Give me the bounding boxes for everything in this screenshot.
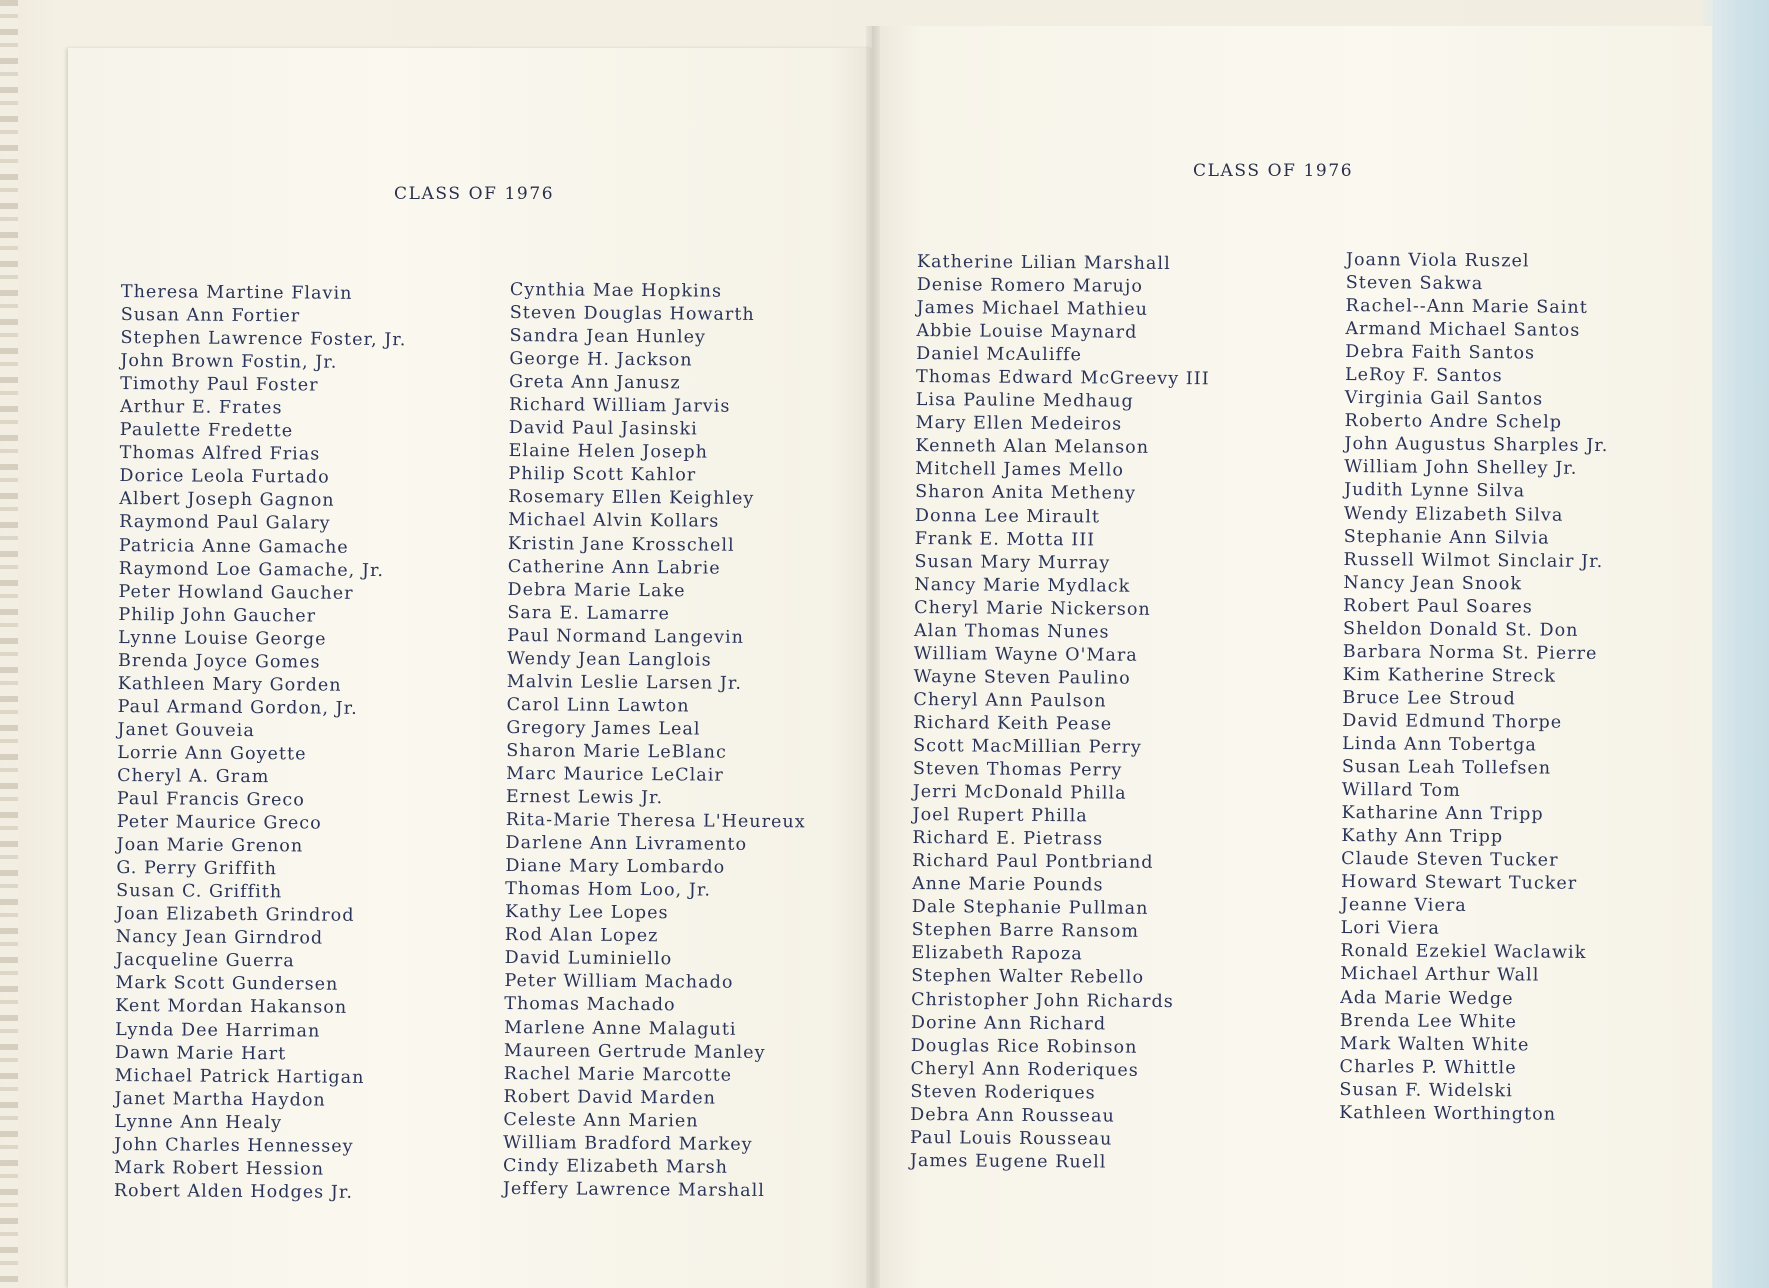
graduate-name: Denise Romero Marujo: [916, 275, 1144, 297]
graduate-name: Dale Stephanie Pullman: [911, 897, 1149, 920]
graduate-name: Raymond Loe Gamache, Jr.: [118, 558, 385, 581]
graduate-name: Cheryl Marie Nickerson: [914, 597, 1151, 620]
graduate-name: Katherine Lilian Marshall: [916, 251, 1171, 274]
graduate-name: Charles P. Whittle: [1339, 1056, 1517, 1079]
graduate-name: Kent Mordan Hakanson: [115, 996, 348, 1019]
graduate-name: Michael Alvin Kollars: [508, 510, 720, 533]
graduate-name: Mitchell James Mello: [915, 459, 1125, 482]
graduate-name: Cheryl A. Gram: [117, 765, 270, 788]
graduate-name: Cindy Elizabeth Marsh: [502, 1155, 729, 1178]
graduate-name: Robert Alden Hodges Jr.: [113, 1180, 354, 1203]
graduate-name: Jacqueline Guerra: [115, 950, 295, 972]
graduate-name: Claude Steven Tucker: [1341, 849, 1559, 871]
graduate-name: Steven Roderiques: [910, 1081, 1096, 1104]
graduate-name: Mark Walten White: [1339, 1033, 1530, 1056]
graduate-name: Brenda Lee White: [1339, 1010, 1518, 1032]
graduate-name: Rachel--Ann Marie Saint: [1345, 296, 1588, 318]
graduate-name: Patricia Anne Gamache: [118, 535, 349, 558]
graduate-name: Katharine Ann Tripp: [1341, 803, 1544, 825]
graduate-name: Willard Tom: [1341, 780, 1461, 801]
graduate-name: David Luminiello: [504, 948, 673, 970]
graduate-name: Arthur E. Frates: [119, 397, 283, 419]
graduate-name: Albert Joseph Gagnon: [119, 489, 335, 512]
graduate-name: Anne Marie Pounds: [911, 874, 1104, 896]
graduate-name: Daniel McAuliffe: [916, 344, 1083, 366]
graduate-name: Paul Armand Gordon, Jr.: [117, 696, 358, 719]
graduate-name: Jeanne Viera: [1340, 895, 1467, 917]
graduate-name: Jerri McDonald Philla: [912, 782, 1127, 804]
graduate-name: Sandra Jean Hunley: [509, 326, 707, 348]
graduate-name: Rosemary Ellen Keighley: [508, 487, 755, 510]
graduate-name: Kathleen Worthington: [1339, 1102, 1557, 1125]
graduate-name: Judith Lynne Silva: [1344, 480, 1526, 502]
graduate-name: Kim Katherine Streck: [1342, 664, 1557, 687]
graduate-name: Debra Ann Rousseau: [910, 1104, 1115, 1127]
graduate-name: Wayne Steven Paulino: [913, 666, 1131, 689]
graduate-name: Robert David Marden: [503, 1086, 717, 1109]
graduate-name: Rita-Marie Theresa L'Heureux: [505, 810, 806, 833]
graduate-name: Elizabeth Rapoza: [911, 943, 1083, 965]
graduate-name: Dorine Ann Richard: [910, 1012, 1107, 1035]
graduate-name: William Wayne O'Mara: [913, 643, 1138, 666]
graduate-name: Alan Thomas Nunes: [913, 620, 1110, 643]
graduate-name: Richard Paul Pontbriand: [912, 851, 1154, 874]
graduate-name: Douglas Rice Robinson: [910, 1035, 1138, 1058]
graduate-name: Stephen Barre Ransom: [911, 920, 1140, 943]
graduate-name: Diane Mary Lombardo: [505, 856, 726, 878]
graduate-name: Richard E. Pietrass: [912, 828, 1104, 850]
graduate-name: Sharon Marie LeBlanc: [506, 740, 727, 763]
graduate-name: Joan Elizabeth Grindrod: [115, 904, 355, 927]
graduate-name: Wendy Jean Langlois: [506, 648, 712, 671]
graduate-name: Ernest Lewis Jr.: [505, 787, 664, 809]
graduate-name: John Charles Hennessey: [114, 1134, 354, 1157]
graduate-name: Theresa Martine Flavin: [120, 281, 353, 304]
right-page-column-2: [1339, 249, 1610, 1127]
graduate-name: Janet Martha Haydon: [114, 1088, 326, 1111]
graduate-name: Susan Leah Tollefsen: [1341, 757, 1552, 779]
graduate-name: Michael Patrick Hartigan: [114, 1065, 365, 1088]
graduate-name: Kathy Ann Tripp: [1341, 826, 1504, 848]
graduate-name: Rachel Marie Marcotte: [503, 1063, 733, 1086]
book-gutter: [866, 26, 880, 1288]
right-page-heading: CLASS OF 1976: [1193, 161, 1354, 181]
graduate-name: Carol Linn Lawton: [506, 694, 690, 717]
blue-cover-edge: [1713, 0, 1769, 1288]
graduate-name: Lori Viera: [1340, 918, 1441, 940]
graduate-name: Cheryl Ann Roderiques: [910, 1058, 1139, 1081]
graduate-name: David Paul Jasinski: [508, 418, 698, 440]
graduate-name: Russell Wilmot Sinclair Jr.: [1343, 549, 1604, 572]
graduate-name: Malvin Leslie Larsen Jr.: [506, 671, 743, 694]
graduate-name: Marlene Anne Malaguti: [504, 1017, 737, 1040]
graduate-name: Paul Francis Greco: [116, 789, 305, 811]
graduate-name: Janet Gouveia: [117, 719, 255, 741]
graduate-name: Kathy Lee Lopes: [504, 902, 669, 924]
graduate-name: Stephen Lawrence Foster, Jr.: [120, 328, 407, 351]
graduate-name: Nancy Jean Snook: [1343, 572, 1523, 595]
graduate-name: Marc Maurice LeClair: [506, 763, 724, 786]
graduate-name: Sara E. Lamarre: [507, 602, 671, 624]
graduate-name: John Augustus Sharples Jr.: [1344, 434, 1609, 457]
graduate-name: Stephen Walter Rebello: [911, 966, 1145, 989]
graduate-name: Raymond Paul Galary: [119, 512, 331, 535]
graduate-name: George H. Jackson: [509, 349, 693, 371]
graduate-name: Catherine Ann Labrie: [507, 556, 721, 579]
graduate-name: Donna Lee Mirault: [914, 505, 1101, 527]
graduate-name: William John Shelley Jr.: [1344, 457, 1578, 480]
graduate-name: Philip John Gaucher: [118, 604, 317, 627]
graduate-name: Mary Ellen Medeiros: [915, 413, 1123, 435]
graduate-name: Lynda Dee Harriman: [115, 1019, 321, 1042]
graduate-name: Dorice Leola Furtado: [119, 466, 330, 489]
graduate-name: Abbie Louise Maynard: [916, 321, 1138, 343]
graduate-name: Linda Ann Tobertga: [1342, 733, 1537, 756]
graduate-name: Jeffery Lawrence Marshall: [502, 1178, 766, 1201]
graduate-name: Kristin Jane Krosschell: [507, 533, 735, 556]
graduate-name: Steven Sakwa: [1345, 273, 1484, 295]
graduate-name: LeRoy F. Santos: [1344, 365, 1503, 387]
graduate-name: Bruce Lee Stroud: [1342, 687, 1516, 710]
graduate-name: Gregory James Leal: [506, 717, 701, 740]
graduate-name: Cynthia Mae Hopkins: [509, 279, 723, 302]
graduate-name: Wendy Elizabeth Silva: [1343, 503, 1564, 526]
graduate-name: John Brown Fostin, Jr.: [120, 351, 338, 373]
graduate-name: Elaine Helen Joseph: [508, 441, 709, 463]
graduate-name: William Bradford Markey: [503, 1132, 753, 1155]
graduate-name: Robert Paul Soares: [1343, 595, 1533, 618]
graduate-name: Howard Stewart Tucker: [1340, 872, 1578, 895]
graduate-name: Thomas Alfred Frias: [119, 443, 321, 465]
graduate-name: Maureen Gertrude Manley: [503, 1040, 766, 1063]
graduate-name: Philip Scott Kahlor: [508, 464, 697, 486]
graduate-name: Richard Keith Pease: [913, 712, 1113, 735]
graduate-name: Thomas Machado: [504, 994, 676, 1016]
graduate-name: Kenneth Alan Melanson: [915, 436, 1150, 459]
graduate-name: Peter Maurice Greco: [116, 812, 322, 834]
graduate-name: Lynne Louise George: [118, 627, 327, 650]
graduate-name: Rod Alan Lopez: [504, 925, 659, 947]
graduate-name: Celeste Ann Marien: [503, 1109, 699, 1132]
graduate-name: Kathleen Mary Gorden: [117, 673, 342, 696]
graduate-name: Michael Arthur Wall: [1340, 964, 1540, 986]
graduate-name: James Eugene Ruell: [909, 1150, 1107, 1173]
graduate-name: David Edmund Thorpe: [1342, 710, 1563, 733]
graduate-name: Scott MacMillian Perry: [913, 735, 1142, 758]
graduate-name: Mark Robert Hession: [113, 1157, 325, 1180]
graduate-name: Cheryl Ann Paulson: [913, 689, 1107, 712]
graduate-name: Roberto Andre Schelp: [1344, 411, 1563, 434]
graduate-name: G. Perry Griffith: [116, 858, 278, 880]
graduate-name: Christopher John Richards: [911, 989, 1174, 1012]
right-page-column-1: [910, 251, 1211, 1175]
graduate-name: Debra Faith Santos: [1345, 342, 1536, 364]
graduate-name: Ronald Ezekiel Waclawik: [1340, 941, 1587, 964]
graduate-name: Darlene Ann Livramento: [505, 833, 748, 856]
graduate-name: Richard William Jarvis: [508, 395, 731, 417]
left-page-column-2: [503, 279, 810, 1203]
graduate-name: Sharon Anita Metheny: [915, 482, 1137, 505]
graduate-name: Susan Ann Fortier: [120, 305, 301, 327]
graduate-name: Frank E. Motta III: [914, 528, 1096, 550]
left-page-heading: CLASS OF 1976: [394, 184, 555, 204]
graduate-name: Steven Thomas Perry: [912, 759, 1123, 781]
graduate-name: Virginia Gail Santos: [1344, 388, 1544, 410]
graduate-name: Susan C. Griffith: [116, 881, 283, 903]
graduate-name: Lorrie Ann Goyette: [117, 742, 307, 765]
graduate-name: Dawn Marie Hart: [114, 1042, 287, 1064]
graduate-name: Joan Marie Grenon: [116, 835, 304, 857]
graduate-name: Armand Michael Santos: [1345, 319, 1581, 341]
graduate-name: Joel Rupert Philla: [912, 805, 1088, 827]
graduate-name: Lynne Ann Healy: [114, 1111, 283, 1133]
graduate-name: Sheldon Donald St. Don: [1342, 618, 1579, 641]
graduate-name: Mark Scott Gundersen: [115, 973, 339, 996]
graduate-name: Barbara Norma St. Pierre: [1342, 641, 1598, 664]
graduate-name: Peter William Machado: [504, 971, 734, 994]
graduate-name: Stephanie Ann Silvia: [1343, 526, 1550, 549]
graduate-name: Thomas Hom Loo, Jr.: [505, 879, 712, 901]
graduate-name: Susan Mary Murray: [914, 551, 1111, 574]
graduate-name: Paulette Fredette: [119, 420, 294, 442]
graduate-name: James Michael Mathieu: [916, 298, 1149, 320]
graduate-name: Susan F. Widelski: [1339, 1079, 1513, 1102]
graduate-name: Lisa Pauline Medhaug: [915, 390, 1134, 412]
graduate-name: Thomas Edward McGreevy III: [915, 367, 1210, 390]
graduate-name: Greta Ann Janusz: [509, 372, 681, 394]
graduate-name: Ada Marie Wedge: [1340, 987, 1514, 1009]
graduate-name: Nancy Jean Girndrod: [115, 927, 324, 949]
left-page-column-1: [114, 281, 407, 1205]
graduate-name: Nancy Marie Mydlack: [914, 574, 1131, 597]
graduate-name: Debra Marie Lake: [507, 579, 686, 601]
graduate-name: Joann Viola Ruszel: [1345, 249, 1530, 272]
deckled-paper-edge: [0, 0, 18, 1288]
graduate-name: Brenda Joyce Gomes: [117, 650, 321, 673]
graduate-name: Steven Douglas Howarth: [509, 303, 755, 325]
graduate-name: Timothy Paul Foster: [120, 374, 319, 396]
graduate-name: Paul Louis Rousseau: [909, 1127, 1113, 1150]
graduate-name: Peter Howland Gaucher: [118, 581, 354, 604]
graduate-name: Paul Normand Langevin: [507, 625, 745, 648]
